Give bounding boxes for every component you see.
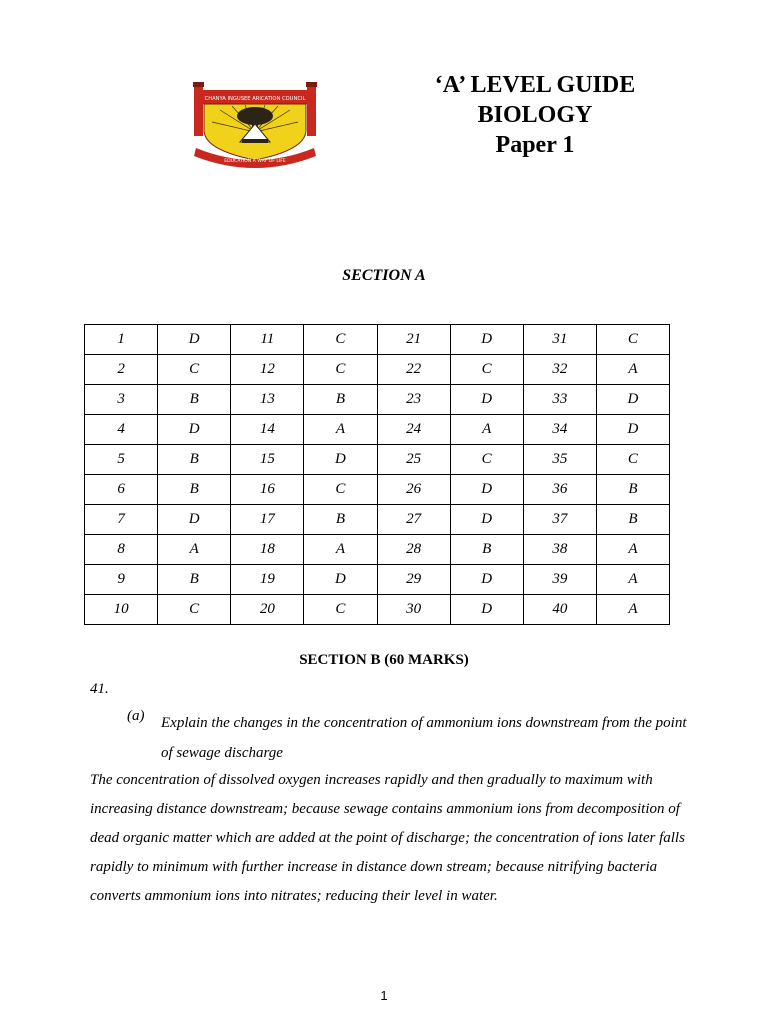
answer-letter-cell: A xyxy=(596,535,669,565)
answer-letter-cell: C xyxy=(450,445,523,475)
answer-letter-cell: B xyxy=(304,385,377,415)
question-part-label: (a) xyxy=(127,708,145,724)
answer-letter-cell: A xyxy=(596,595,669,625)
answer-letter-cell: D xyxy=(450,385,523,415)
answer-letter-cell: D xyxy=(450,325,523,355)
crest-motto-text: EDUCATION A WAY OF LIFE xyxy=(224,159,286,164)
page-number: 1 xyxy=(380,988,388,1003)
question-number-cell: 26 xyxy=(377,475,450,505)
answer-letter-cell: B xyxy=(596,505,669,535)
question-number-cell: 40 xyxy=(523,595,596,625)
table-row xyxy=(85,355,670,385)
table-row xyxy=(85,535,670,565)
question-number-cell: 18 xyxy=(231,535,304,565)
answer-key-table xyxy=(84,324,670,625)
question-number-cell: 22 xyxy=(377,355,450,385)
question-number-cell: 28 xyxy=(377,535,450,565)
answer-letter-cell: C xyxy=(596,445,669,475)
question-number-cell: 36 xyxy=(523,475,596,505)
answer-letter-cell: B xyxy=(158,565,231,595)
question-number-cell: 2 xyxy=(85,355,158,385)
question-number-cell: 1 xyxy=(85,325,158,355)
answer-letter-cell: C xyxy=(304,355,377,385)
answer-letter-cell: D xyxy=(304,445,377,475)
question-number-cell: 31 xyxy=(523,325,596,355)
question-number-cell: 3 xyxy=(85,385,158,415)
answer-letter-cell: C xyxy=(158,355,231,385)
answer-letter-cell: D xyxy=(450,565,523,595)
document-title xyxy=(400,70,670,160)
question-number-cell: 8 xyxy=(85,535,158,565)
answer-letter-cell: C xyxy=(304,325,377,355)
section-b-heading: SECTION B (60 MARKS) xyxy=(299,652,469,668)
answer-letter-cell: A xyxy=(450,415,523,445)
question-number-cell: 39 xyxy=(523,565,596,595)
school-crest-icon xyxy=(190,76,320,168)
question-number-cell: 35 xyxy=(523,445,596,475)
table-row xyxy=(85,415,670,445)
question-number-cell: 12 xyxy=(231,355,304,385)
answer-letter-cell: B xyxy=(304,505,377,535)
question-number-cell: 27 xyxy=(377,505,450,535)
title-line-level: ‘A’ LEVEL GUIDE xyxy=(434,72,636,98)
question-number-cell: 5 xyxy=(85,445,158,475)
question-number-cell: 13 xyxy=(231,385,304,415)
question-number-cell: 4 xyxy=(85,415,158,445)
answer-letter-cell: D xyxy=(158,505,231,535)
question-number: 41. xyxy=(90,681,109,697)
answer-letter-cell: D xyxy=(158,415,231,445)
question-number-cell: 17 xyxy=(231,505,304,535)
question-number-cell: 38 xyxy=(523,535,596,565)
answer-letter-cell: C xyxy=(158,595,231,625)
question-number-cell: 37 xyxy=(523,505,596,535)
answer-letter-cell: B xyxy=(450,535,523,565)
question-number-cell: 20 xyxy=(231,595,304,625)
answer-letter-cell: D xyxy=(450,595,523,625)
question-number-cell: 7 xyxy=(85,505,158,535)
answer-letter-cell: B xyxy=(158,445,231,475)
question-number-cell: 25 xyxy=(377,445,450,475)
answer-letter-cell: D xyxy=(596,415,669,445)
answer-letter-cell: A xyxy=(596,355,669,385)
crest-banner-text: CHANYA INGUSEE ARICATION COUNCIL xyxy=(204,96,306,102)
table-row xyxy=(85,445,670,475)
question-number-cell: 24 xyxy=(377,415,450,445)
question-number-cell: 29 xyxy=(377,565,450,595)
answer-letter-cell: D xyxy=(596,385,669,415)
question-number-cell: 19 xyxy=(231,565,304,595)
question-number-cell: 30 xyxy=(377,595,450,625)
question-number-cell: 21 xyxy=(377,325,450,355)
answer-letter-cell: C xyxy=(596,325,669,355)
question-number-cell: 33 xyxy=(523,385,596,415)
question-number-cell: 9 xyxy=(85,565,158,595)
title-line-subject: BIOLOGY xyxy=(477,102,593,128)
answer-paragraph: The concentration of dissolved oxygen increases rapidly and then gradually to maximum with increasing distance downstream; because sewage contains ammonium ions from decomposition of dead organic matter which are added at the point of discharge; the concentration of ions later falls rapidly to minimum with further increase in distance down stream; because nitrifying bacteria converts ammonium ions into nitrates; reducing their level in water. xyxy=(90,772,685,904)
answer-letter-cell: B xyxy=(158,475,231,505)
answer-letter-cell: C xyxy=(450,355,523,385)
answer-letter-cell: C xyxy=(304,595,377,625)
question-number-cell: 10 xyxy=(85,595,158,625)
table-row xyxy=(85,385,670,415)
table-row xyxy=(85,505,670,535)
answer-letter-cell: A xyxy=(596,565,669,595)
answer-letter-cell: C xyxy=(304,475,377,505)
question-number-cell: 34 xyxy=(523,415,596,445)
table-row xyxy=(85,325,670,355)
answer-letter-cell: D xyxy=(304,565,377,595)
question-number-cell: 32 xyxy=(523,355,596,385)
table-row xyxy=(85,475,670,505)
section-a-heading: SECTION A xyxy=(342,267,426,284)
table-row xyxy=(85,565,670,595)
answer-letter-cell: A xyxy=(158,535,231,565)
answer-letter-cell: A xyxy=(304,415,377,445)
question-number-cell: 6 xyxy=(85,475,158,505)
question-number-cell: 23 xyxy=(377,385,450,415)
answer-letter-cell: B xyxy=(158,385,231,415)
question-number-cell: 14 xyxy=(231,415,304,445)
answer-letter-cell: A xyxy=(304,535,377,565)
table-row xyxy=(85,595,670,625)
title-line-paper: Paper 1 xyxy=(495,132,575,158)
question-number-cell: 11 xyxy=(231,325,304,355)
answer-letter-cell: B xyxy=(596,475,669,505)
answer-letter-cell: D xyxy=(158,325,231,355)
answer-letter-cell: D xyxy=(450,475,523,505)
question-part-text: Explain the changes in the concentration of ammonium ions downstream from the point of sewage discharge xyxy=(161,715,687,761)
question-number-cell: 15 xyxy=(231,445,304,475)
question-number-cell: 16 xyxy=(231,475,304,505)
answer-letter-cell: D xyxy=(450,505,523,535)
